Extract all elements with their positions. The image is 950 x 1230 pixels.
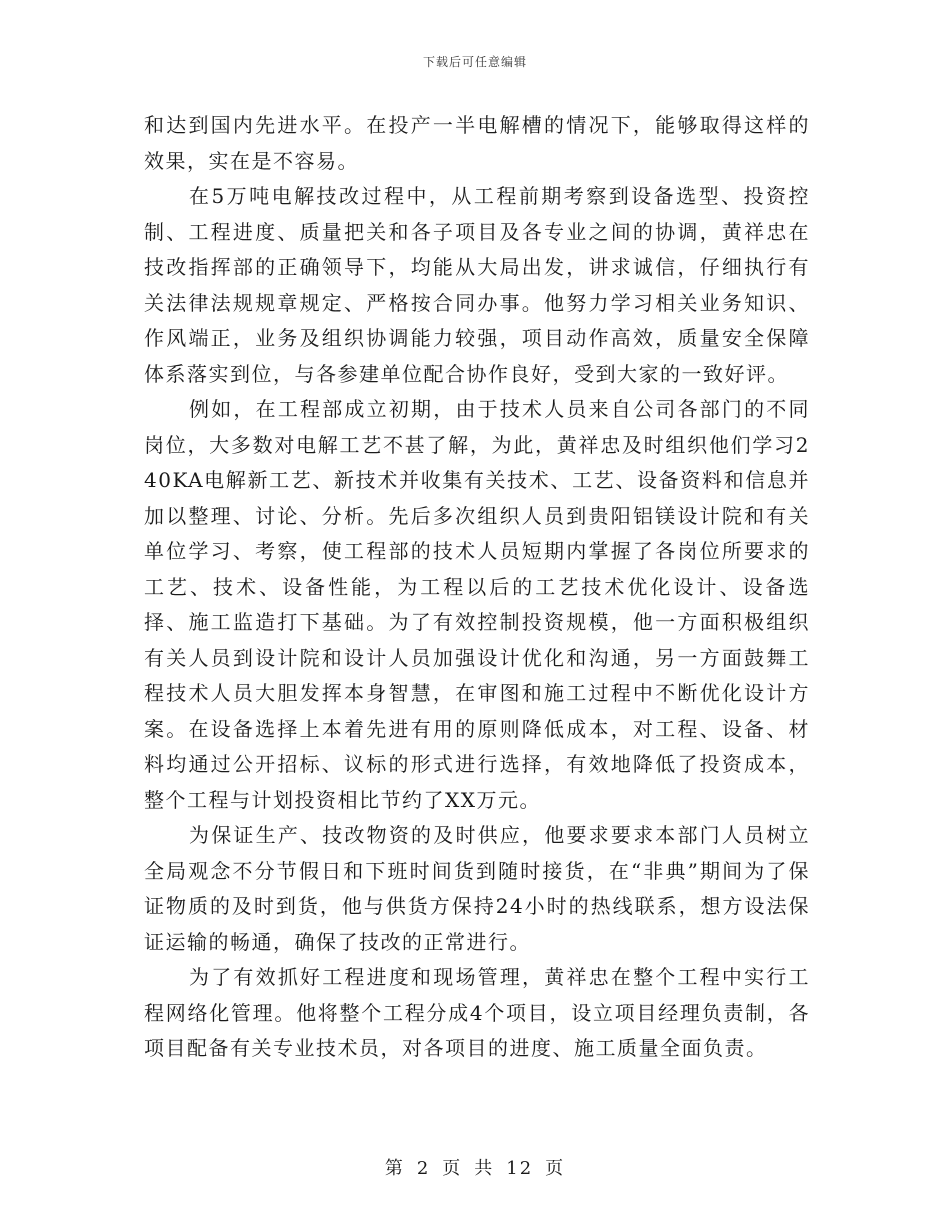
paragraph: 为了有效抓好工程进度和现场管理，黄祥忠在整个工程中实行工程网络化管理。他将整个工程分成4个项目，设立项目经理负责制，各项目配备有关专业技术员，对各项目的进度、施工质量全面负责。 — [144, 965, 810, 1060]
total-page-count: 12 — [506, 1158, 534, 1179]
page-footer-page-word: 页 — [442, 1158, 463, 1179]
page-footer-prefix: 第 — [384, 1158, 405, 1179]
page-footer-suffix: 页 — [545, 1158, 566, 1179]
page-header: 下载后可任意编辑 — [422, 55, 527, 69]
paragraph: 为保证生产、技改物资的及时供应，他要求要求本部门人员树立全局观念不分节假日和下班时间货到随时接货，在“非典”期间为了保证物质的及时到货，他与供货方保持24小时的热线联系，想方设法保证运输的畅通，确保了技改的正常进行。 — [144, 823, 810, 954]
page-footer — [0, 1154, 950, 1180]
paragraph: 例如，在工程部成立初期，由于技术人员来自公司各部门的不同岗位，大多数对电解工艺不甚了解，为此，黄祥忠及时组织他们学习240KA电解新工艺、新技术并收集有关技术、工艺、设备资料和信息并加以整理、讨论、分析。先后多次组织人员到贵阳铝镁设计院和有关单位学习、考察，使工程部的技术人员短期内掌握了各岗位所要求的工艺、技术、设备性能，为工程以后的工艺技术优化设计、设备选择、施工监造打下基础。为了有效控制投资规模，他一方面积极组织有关人员到设计院和设计人员加强设计优化和沟通，另一方面鼓舞工程技术人员大胆发挥本身智慧，在审图和施工过程中不断优化设计方案。在设备选择上本着先进有用的原则降低成本，对工程、设备、材料均通过公开招标、议标的形式进行选择，有效地降低了投资成本，整个工程与计划投资相比节约了XX万元。 — [144, 397, 810, 812]
document-body — [144, 108, 810, 1067]
current-page-number: 2 — [416, 1158, 431, 1179]
paragraph: 在5万吨电解技改过程中，从工程前期考察到设备选型、投资控制、工程进度、质量把关和各子项目及各专业之间的协调，黄祥忠在技改指挥部的正确领导下，均能从大局出发，讲求诚信，仔细执行有关法律法规规章规定、严格按合同办事。他努力学习相关业务知识、作风端正，业务及组织协调能力较强，项目动作高效，质量安全保障体系落实到位，与各参建单位配合协作良好，受到大家的一致好评。 — [144, 184, 810, 386]
page-footer-total-word: 共 — [474, 1158, 495, 1179]
paragraph-continuation: 和达到国内先进水平。在投产一半电解槽的情况下，能够取得这样的效果，实在是不容易。 — [144, 113, 810, 173]
